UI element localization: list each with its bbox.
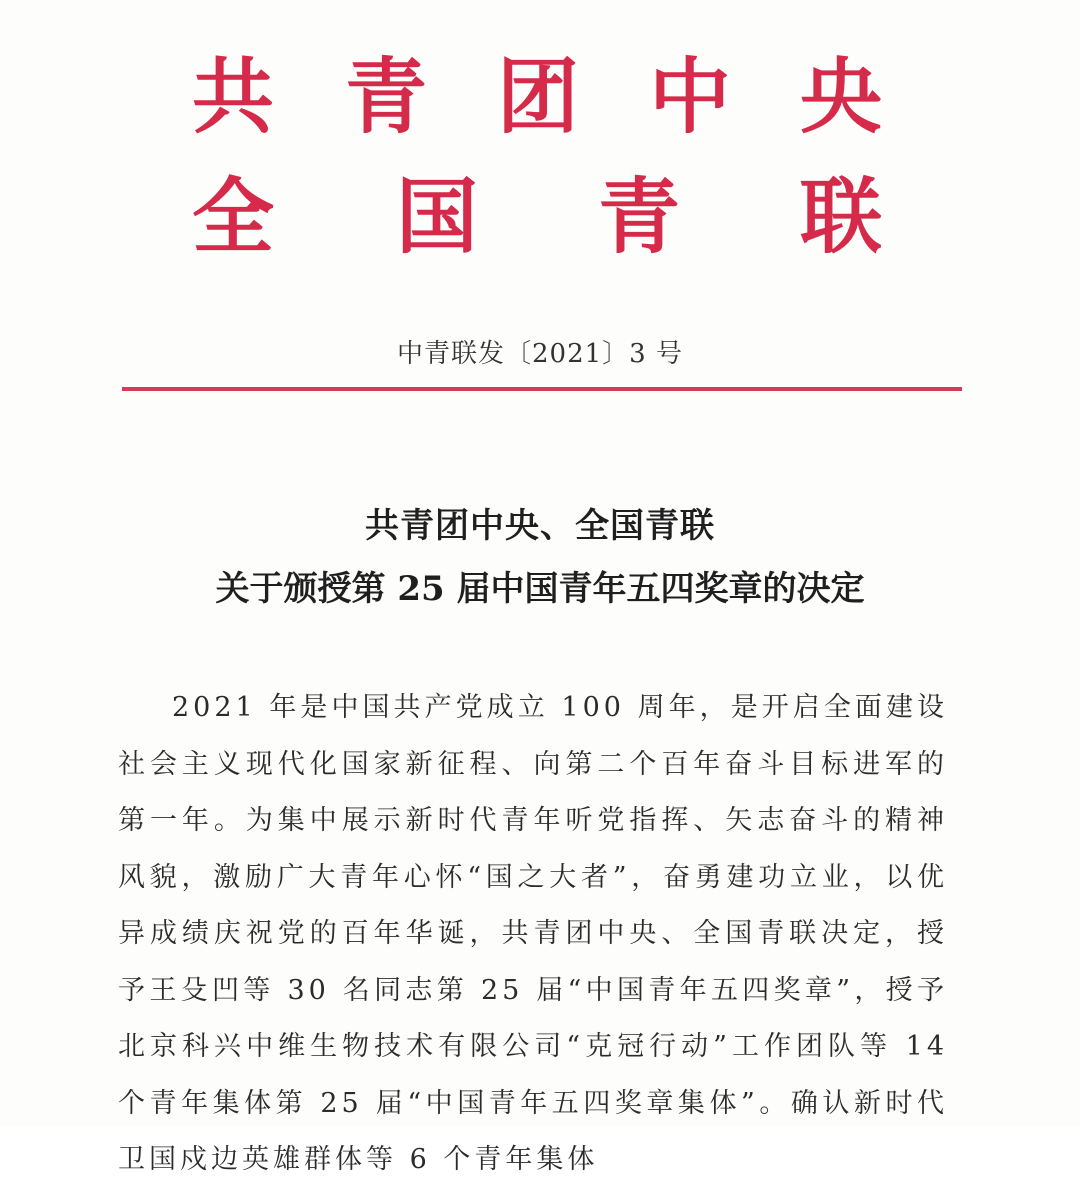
header-line-1	[0, 49, 1080, 145]
document-title-line-1: 共青团中央、全国青联	[365, 506, 715, 546]
header-char: 青	[597, 169, 680, 265]
header-char: 央	[799, 49, 882, 145]
header-char: 国	[395, 169, 478, 265]
document-title-line-2: 关于颁授第 25 届中国青年五四奖章的决定	[215, 569, 865, 609]
header-char: 全	[191, 169, 274, 265]
header-char: 青	[344, 49, 427, 145]
header-char: 团	[496, 49, 579, 145]
body-paragraph: 2021 年是中国共产党成立 100 周年，是开启全面建设社会主义现代化国家新征程、向第二个百年奋斗目标进军的第一年。为集中展示新时代青年听党指挥、矢志奋斗的精神风貌，激励广大青年心怀“国之大者”，奋勇建功立业，以优异成绩庆祝党的百年华诞，共青团中央、全国青联决定，授予王殳凹等 30 名同志第 25 届“中国青年五四奖章”，授予北京科兴中维生物技术有限公司“克冠行动”工作团队等 14 个青年集体第 25 届“中国青年五四奖章集体”。确认新时代卫国戍边英雄群体等 6 个青年集体	[118, 692, 948, 1175]
red-divider-line	[122, 387, 962, 391]
header-char: 联	[799, 169, 882, 265]
document-number: 中青联发〔2021〕3 号	[397, 339, 683, 369]
header-char: 共	[191, 49, 274, 145]
header-line-2	[0, 169, 1080, 265]
header-char: 中	[648, 49, 731, 145]
